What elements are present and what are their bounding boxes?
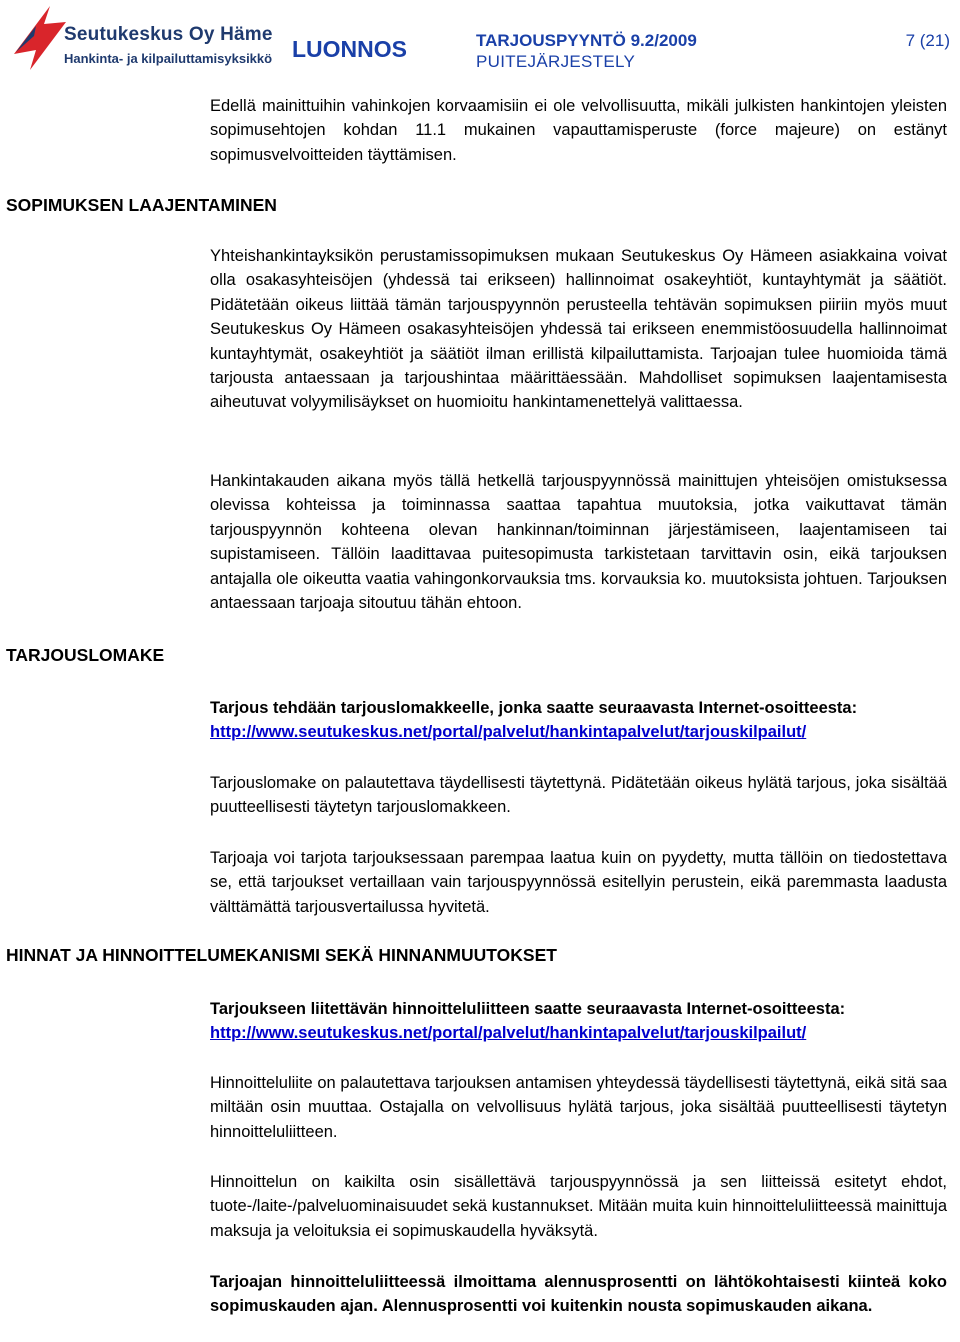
hinnat-paragraph-2: Hinnoittelun on kaikilta osin sisällettävä tarjouspyynnössä ja sen liitteissä esitetyt ehdot, tuote-/laite-/palveluominaisuudet sekä kustannukset. Mitään muita kuin hinnoitteluliitteessä mainittuja maksuja ja veloituksia ei sopimuskaudella hyväksytä.: [210, 1173, 947, 1240]
hinnat-instructions: [210, 997, 947, 1046]
organization-name: Seutukeskus Oy Häme: [64, 24, 273, 45]
intro-paragraph: Edellä mainittuihin vahinkojen korvaamisiin ei ole velvollisuutta, mikäli julkisten hankintojen yleisten sopimusehtojen kohdan 11.1 mukainen vapauttamisperuste (force majeure) on estänyt sopimusvelvoitteiden täyttämisen.: [210, 97, 947, 164]
draft-label: LUONNOS: [292, 36, 407, 62]
hinnat-paragraph-1: Hinnoitteluliite on palautettava tarjouksen antamisen yhteydessä täydellisesti täytettynä, eikä sitä saa miltään osin muuttaa. Ostajalla on velvollisuus hylätä tarjous, joka sisältää puutteellisesti täytetyn hinnoitteluliitteen.: [210, 1074, 947, 1141]
hinnat-link[interactable]: http://www.seutukeskus.net/portal/palvelut/hankintapalvelut/tarjouskilpailut/: [210, 1024, 807, 1043]
laajentaminen-paragraph-1: Yhteishankintayksikön perustamissopimuksen mukaan Seutukeskus Oy Hämeen asiakkaina voivat olla osakasyhteisöjen (yhdessä tai erikseen) hallinnoimat osakeyhtiöt, kuntayhtymät ja säätiöt. Pidätetään oikeus liittää tämän tarjouspyynnön perusteella tehtävän sopimuksen piiriin myös muut Seutukeskus Oy Hämeen osakasyhteisöjen yhdessä tai erikseen enemmistöosuudella hallinnoimat kuntayhtymät, osakeyhtiöt ja säätiöt ilman erillistä kilpailuttamista. Tarjoajan tulee huomioida tämä tarjousta antaessaan ja tarjoushintaa määrittäessään. Mahdolliset sopimuksen laajentamisesta aiheutuvat volyymilisäykset on huomioitu hankintamenettelyä valittaessa.: [210, 247, 947, 412]
tarjouslomake-instructions: [210, 696, 947, 745]
hinnat-bold-paragraph: Tarjoajan hinnoitteluliitteessä ilmoittama alennusprosentti on lähtökohtaisesti kiinteä koko sopimuskauden ajan. Alennusprosentti voi kuitenkin nousta sopimuskauden aikana.: [210, 1273, 947, 1316]
laajentaminen-paragraph-2: Hankintakauden aikana myös tällä hetkellä tarjouspyynnössä mainittujen yhteisöjen omistuksessa olevissa kohteissa ja toiminnassa saattaa tapahtua muutoksia, jotka vaikuttavat tämän tarjouspyynnön kohteena olevan hankinnan/toiminnan järjestämiseen, laajentamiseen tai supistamiseen. Tällöin laadittavaa puitesopimusta tarkistetaan tarvittavin osin, eikä tarjouksen antajalla ole oikeutta vaatia vahingonkorvauksia tms. korvauksia ko. muutoksista johtuen. Tarjouksen antaessaan tarjoaja sitoutuu tähän ehtoon.: [210, 472, 947, 613]
hinnat-bold-intro: Tarjoukseen liitettävän hinnoitteluliitteen saatte seuraavasta Internet-osoitteesta:: [210, 1000, 846, 1018]
tarjouslomake-bold-intro: Tarjous tehdään tarjouslomakkeelle, jonka saatte seuraavasta Internet-osoitteesta:: [210, 699, 858, 717]
tarjouslomake-paragraph-1: Tarjouslomake on palautettava täydellisesti täytettynä. Pidätetään oikeus hylätä tarjous, joka sisältää puutteellisesti täytetyn tarjouslomakkeen.: [210, 774, 947, 817]
page-number: 7 (21): [905, 31, 950, 50]
section-heading-laajentaminen: SOPIMUKSEN LAAJENTAMINEN: [6, 195, 277, 215]
organization-unit: Hankinta- ja kilpailuttamisyksikkö: [64, 51, 273, 66]
document-title: TARJOUSPYYNTÖ 9.2/2009: [476, 31, 697, 50]
page-header: [0, 0, 960, 80]
tarjouslomake-paragraph-2: Tarjoaja voi tarjota tarjouksessaan parempaa laatua kuin on pyydetty, mutta tällöin on tiedostettava se, että tarjoukset vertaillaan vain tarjouspyynnössä esitellyin perustein, eikä paremmasta laadusta välttämättä tarjousvertailussa hyvitetä.: [210, 849, 947, 916]
arrow-logo-icon: [10, 2, 68, 72]
tarjouslomake-link[interactable]: http://www.seutukeskus.net/portal/palvelut/hankintapalvelut/tarjouskilpailut/: [210, 723, 807, 742]
document-subtitle: PUITEJÄRJESTELY: [476, 52, 636, 71]
section-heading-hinnat: HINNAT JA HINNOITTELUMEKANISMI SEKÄ HINNANMUUTOKSET: [6, 945, 557, 965]
section-heading-tarjouslomake: TARJOUSLOMAKE: [6, 645, 165, 665]
